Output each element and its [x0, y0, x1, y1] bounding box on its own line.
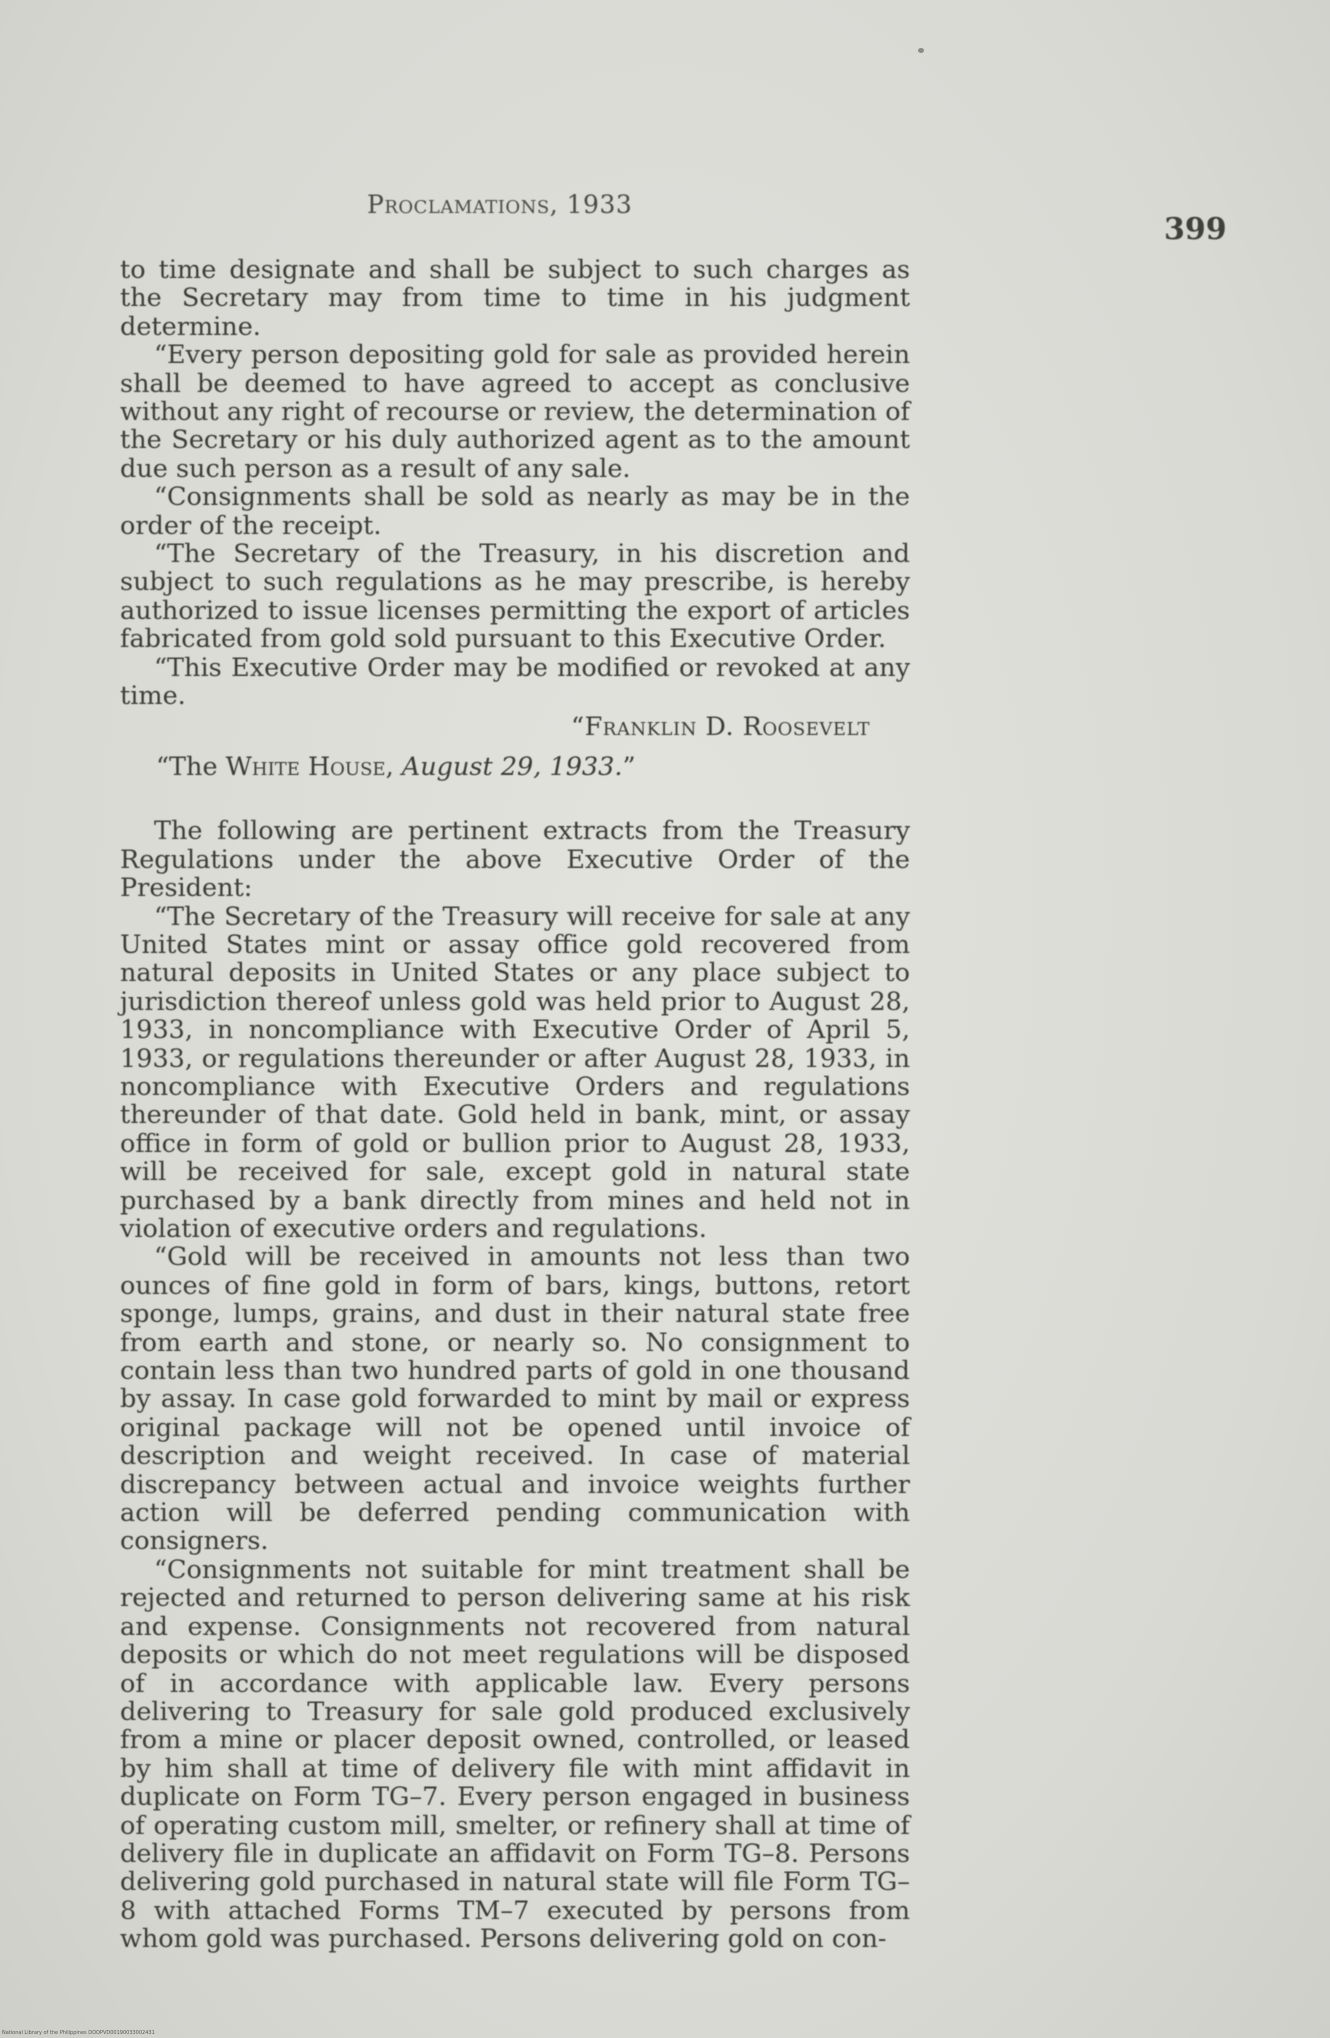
paragraph: “Consignments shall be sold as nearly as may be in the order of the receipt.: [120, 482, 910, 541]
dateline-prefix: “The: [156, 751, 226, 782]
archive-footer: National Library of the Philippines DOOPVD00190033002431: [2, 2030, 155, 2036]
running-title: Proclamations, 1933: [367, 190, 633, 219]
paragraph: “Gold will be received in amounts not less than two ounces of fine gold in form of bars, kings, buttons, retort sponge, lumps, grains, and dust in their natural state free from earth and stone, or nearly so. No consignment to contain less than two hundred parts of gold in one thousand by assay. In case gold forwarded to mint by mail or express original package will not be opened until invoice of description and weight received. In case of material discrepancy between actual and invoice weights further action will be deferred pending communication with consigners.: [120, 1242, 910, 1557]
paragraph: “The Secretary of the Treasury, in his discretion and subject to such regulations as he may prescribe, is hereby authorized to issue licenses permitting the export of articles fabricated from gold sold pursuant to this Executive Order.: [120, 539, 910, 655]
running-header: [367, 190, 632, 219]
dateline-place: White House: [225, 751, 386, 782]
dateline-suffix: ”: [622, 751, 636, 782]
paragraph: “The Secretary of the Treasury will receive for sale at any United States mint or assay office gold recovered from natural deposits in United States or any place subject to jurisdiction thereof unless gold was held prior to August 28, 1933, in noncompliance with Executive Order of April 5, 1933, or regulations thereunder or after August 28, 1933, in noncompliance with Executive Orders and regulations thereunder of that date. Gold held in bank, mint, or assay office in form of gold or bullion prior to August 28, 1933, will be received for sale, except gold in natural state purchased by a bank directly from mines and held not in violation of executive orders and regulations.: [120, 901, 910, 1244]
dateline-date: August 29, 1933.: [401, 751, 623, 782]
signature: “Franklin D. Roosevelt: [571, 711, 870, 742]
paragraph: The following are pertinent extracts from the Treasury Regulations under the above Executive Order of the President:: [120, 816, 910, 904]
paragraph: “Every person depositing gold for sale as provided herein shall be deemed to have agreed to accept as conclusive without any right of recourse or review, the determination of the Secretary or his duly authorized agent as to the amount due such person as a result of any sale.: [120, 340, 910, 484]
paragraph: “Consignments not suitable for mint treatment shall be rejected and returned to person delivering same at his risk and expense. Consignments not recovered from natural deposits or which do not meet regulations will be disposed of in accordance with applicable law. Every persons delivering to Treasury for sale gold produced exclusively from a mine or placer deposit owned, controlled, or leased by him shall at time of delivery file with mint affidavit in duplicate on Form TG–7. Every person engaged in business of operating custom mill, smelter, or refinery shall at time of delivery file in duplicate an affidavit on Form TG–8. Persons delivering gold purchased in natural state will file Form TG–8 with attached Forms TM–7 executed by persons from whom gold was purchased. Persons delivering gold on con-: [120, 1554, 910, 1955]
paragraph: “This Executive Order may be modified or revoked at any time.: [120, 652, 910, 712]
page-number: 399: [1164, 212, 1227, 247]
white-house-dateline: “The White House, August 29, 1933.”: [156, 751, 636, 782]
body-text: [120, 256, 910, 1954]
dust-speck: [918, 48, 924, 53]
paragraph: to time designate and shall be subject to such charges as the Secretary may from time to time in his judgment determine.: [120, 255, 910, 342]
